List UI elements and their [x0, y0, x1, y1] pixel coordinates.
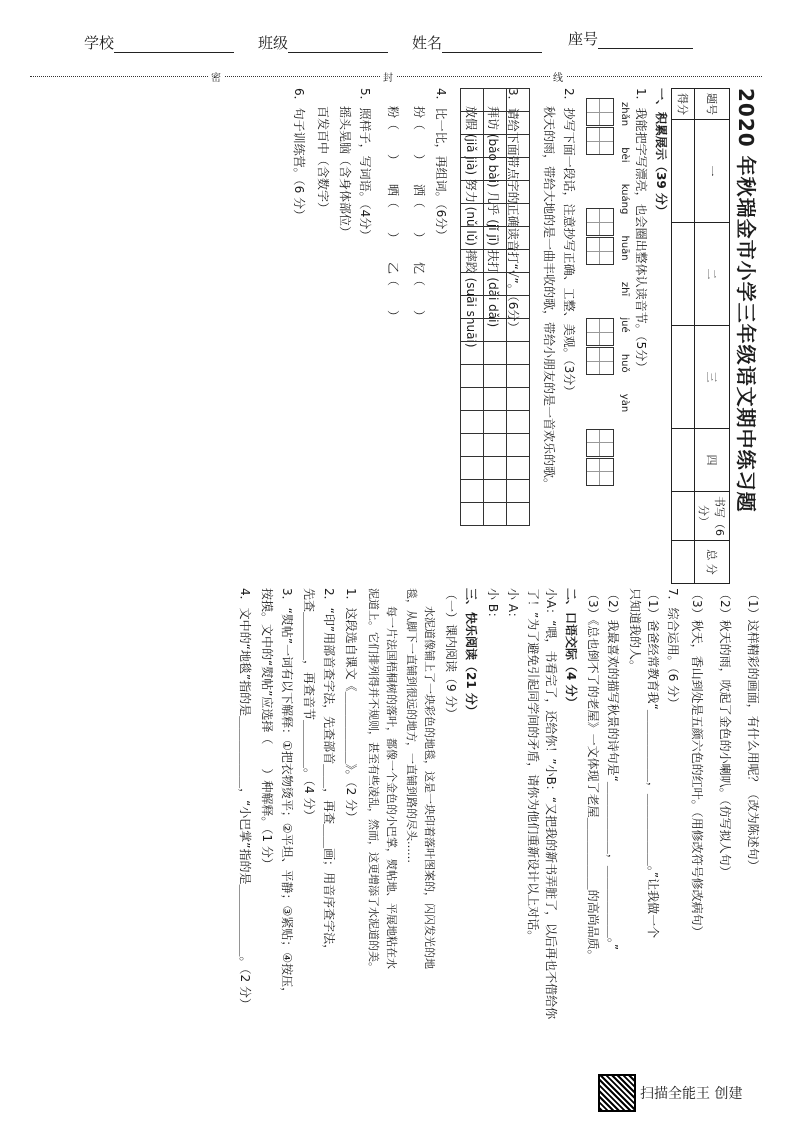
- oral-a: 小 A：: [506, 588, 520, 625]
- q7-1: （1）爸爸经常教育我“＿＿＿＿＿＿，＿＿＿＿＿＿。”让我做一个: [646, 588, 660, 939]
- q7-2: （2）我最喜欢的描写秋景的诗句是“＿＿＿＿＿＿，＿＿＿＿＿＿。”: [606, 588, 620, 951]
- exam-title: 2020 年秋瑞金市小学三年级语文期中练习题: [734, 88, 758, 513]
- q1-text: 1．我能把字写漂亮，也会圈出整体认读音节。（5分）: [634, 88, 648, 374]
- q2-passage: 秋天的雨，带给大地的是一曲丰收的歌，带给小朋友的是一首欢乐的歌。: [542, 106, 556, 491]
- r1-text: 1．这段选自课文《＿＿＿＿＿＿》。（2 分）: [344, 588, 358, 824]
- q6-text: 6．句子训练营。（6 分）: [292, 88, 306, 222]
- q7-1b: 只知道我的人。: [628, 588, 642, 673]
- r4-text: 4．文中的“地毯”指的是＿＿＿＿＿＿，“小巴掌”指的是＿＿＿＿＿＿。（2 分）: [238, 588, 252, 1010]
- r2b-text: 先查＿＿＿＿，再查音节＿＿＿＿。（4 分）: [302, 588, 316, 822]
- seat-label: 座号: [568, 30, 599, 48]
- q4-line2: 粉（ ） 晒（ ） 乙（ ）: [386, 106, 400, 323]
- score-cell: 题号: [695, 89, 730, 120]
- class-label: 班级: [258, 34, 289, 52]
- school-field: [84, 32, 234, 53]
- score-cell: 得分: [672, 89, 695, 120]
- score-cell: 四: [695, 429, 730, 492]
- passage-line2: 毯，从脚下一直铺到很远的地方，一直铺到路的尽头……: [405, 588, 418, 863]
- score-cell: 三: [695, 326, 730, 429]
- passage-line1: 水泥道像铺上了一块彩色的地毯，这是一块印着落叶图案的，闪闪发光的地: [423, 606, 436, 969]
- q3-text: 3．请给下面带点字的正确读音打“√”。（6分）: [506, 88, 520, 334]
- q7-3: （3）《总也倒不了的老屋》一文体现了老屋＿＿＿＿＿＿的高尚品质。: [586, 588, 600, 962]
- q4-text: 4．比一比，再组词。（6分）: [434, 88, 448, 242]
- school-label: 学校: [84, 34, 115, 52]
- q5-line1: 摇头晃脑（含身体部位）: [338, 106, 352, 239]
- s1-text: （1）这样精彩的画面，有什么用呢？（改为陈述句）: [746, 588, 760, 872]
- seat-field: [568, 28, 693, 49]
- scanner-brand: 扫描全能王 创建: [640, 1086, 743, 1102]
- class-field: [258, 32, 388, 53]
- score-table: [671, 88, 730, 584]
- name-field: [412, 32, 542, 53]
- score-cell: 书写（6分）: [695, 492, 730, 541]
- seal-feng: 封: [380, 69, 396, 84]
- seal-mi: 密: [208, 69, 224, 84]
- seal-line: [30, 76, 762, 77]
- q2-text: 2．抄写下面一段话，注意抄写正确、工整、美观。（3分）: [562, 88, 576, 398]
- q5-text: 5．照样子，写词语。（4分）: [358, 88, 372, 242]
- copy-grid: [460, 88, 530, 526]
- passage-line3: 每一片法国梧桐树的落叶，都像一个金色的小巴掌，熨帖地、平展地粘在水: [385, 606, 398, 969]
- q7-text: 7．综合运用。（6 分）: [666, 588, 680, 710]
- oral-b: 小 B：: [486, 588, 500, 625]
- r2-text: 2．“印”用部首查字法，先查部首＿＿，再查＿＿画；用音序查字法，: [322, 588, 336, 957]
- q3-line1: 拜访 (bǎo bài) 几乎 (jǐ jī) 扶打 (dǎi dǎi): [486, 106, 500, 328]
- score-cell: 二: [695, 223, 730, 326]
- r3-text: 3．“熨帖”一词有以下解释：①把衣物烫平；②平坦、平静；③紧贴；④按压，: [280, 588, 294, 1000]
- tianzige-row: [582, 98, 614, 487]
- seal-xian: 线: [550, 69, 566, 84]
- q5-line2: 百发百中（含数字）: [316, 106, 330, 215]
- reading-heading: 三、快乐阅读（21 分）: [464, 588, 478, 717]
- reading-sub: （一）课内阅读（9 分）: [444, 588, 458, 720]
- oral-heading: 二、口语交际（4 分）: [564, 588, 578, 709]
- section1-heading: 一、积累展示（39 分）: [654, 88, 668, 217]
- q1-pinyin: zhǎn bèi kuáng huān zhī jué huǒ yàn: [619, 102, 630, 413]
- score-cell: 总 分: [695, 541, 730, 584]
- passage-line4: 泥道上。它们排列得并不规则，甚至有些凌乱，然而，这更增添了水泥道的美。: [367, 588, 380, 973]
- qr-code-icon: [598, 1074, 636, 1112]
- r3b-text: 按摸。文中的“熨帖”应选择（ ）种解释。（1 分）: [260, 588, 274, 870]
- s2-text: （2）秋天的雨，吹起了金色的小喇叭。（仿写拟人句）: [718, 588, 732, 878]
- oral-text: 小A：“喂，书看完了，还给你！”小B：“又把我的新书弄脏了，以后再也不借给你了！”为了避免引起同学间的矛盾，请你为他们重新设计以上对话。: [526, 588, 558, 1020]
- s3-text: （3）秋天，香山到处是五颜六色的红叶。（用修改符号修改病句）: [690, 588, 704, 938]
- score-cell: 一: [695, 120, 730, 223]
- exam-sheet: [72, 88, 762, 1088]
- q4-line1: 扮（ ） 洒（ ） 忆（ ）: [412, 106, 426, 323]
- name-label: 姓名: [412, 34, 443, 52]
- q3-line2: 放假 (jiǎ jià) 努力 (nǔ lǔ) 摔跤 (suāi shuāi): [464, 106, 478, 348]
